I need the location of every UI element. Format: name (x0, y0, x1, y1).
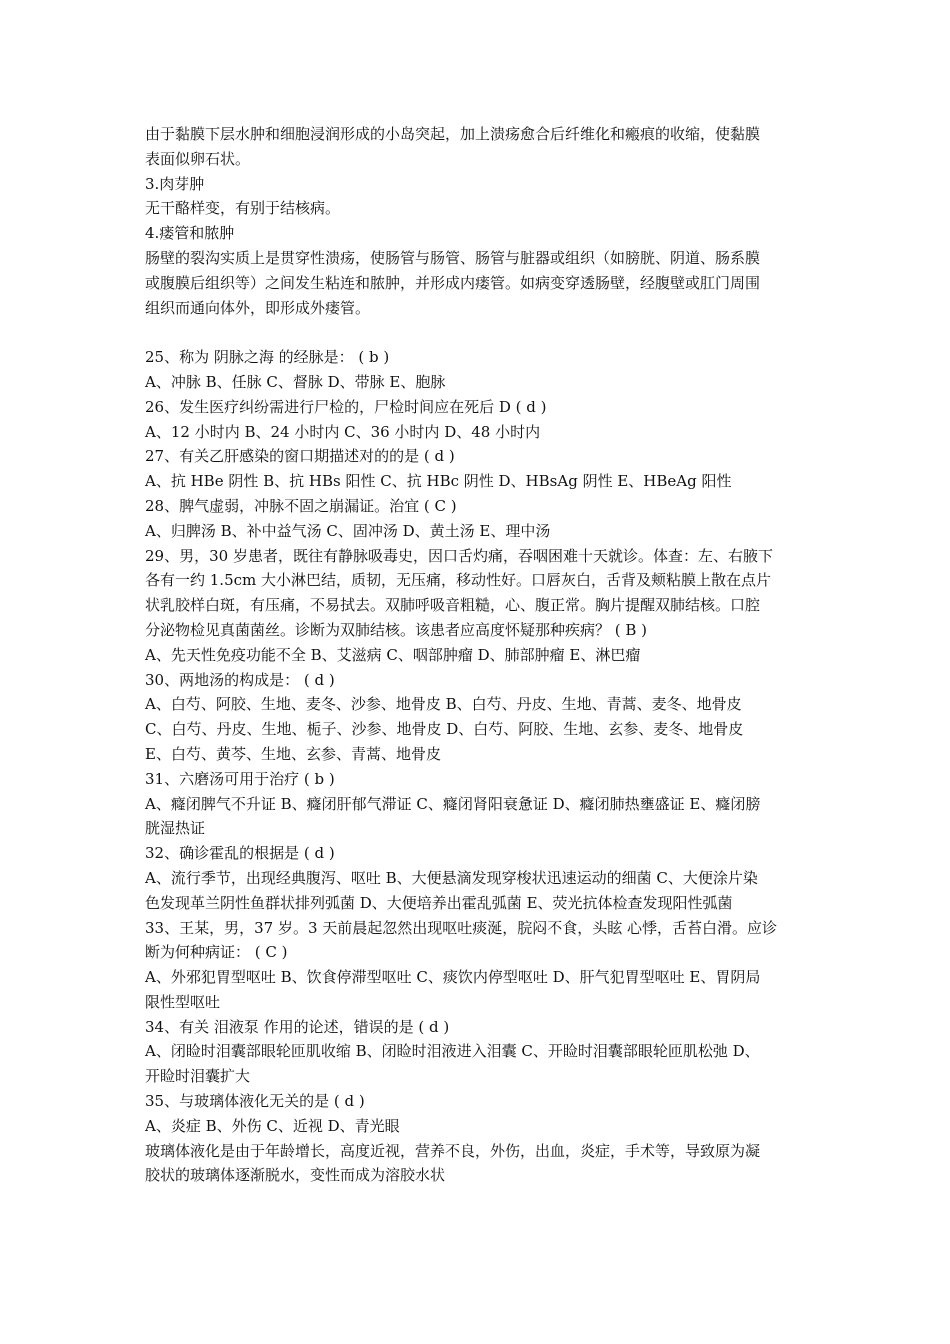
options-line: 色发现革兰阴性鱼群状排列弧菌 D、大便培养出霍乱弧菌 E、荧光抗体检查发现阳性弧菌 (145, 893, 733, 912)
options-line: A、外邪犯胃型呕吐 B、饮食停滞型呕吐 C、痰饮内停型呕吐 D、肝气犯胃型呕吐 E、胃阴局 (145, 968, 761, 987)
intro-section (145, 122, 810, 320)
section-heading: 3.肉芽肿 (145, 174, 205, 193)
question-line: 35、与玻璃体液化无关的是 ( d ) (145, 1092, 365, 1111)
explanation-line: 胶状的玻璃体逐渐脱水，变性而成为溶胶水状 (145, 1166, 446, 1185)
question-line: 28、脾气虚弱，冲脉不固之崩漏证。治宜 ( C ) (145, 496, 457, 515)
text-line: 表面似卵石状。 (145, 149, 251, 168)
text-line: 无干酪样变，有别于结核病。 (145, 199, 341, 218)
options-line: A、炎症 B、外伤 C、近视 D、青光眼 (145, 1116, 400, 1135)
options-line: A、归脾汤 B、补中益气汤 C、固冲汤 D、黄土汤 E、理中汤 (145, 521, 551, 540)
text-line: 肠壁的裂沟实质上是贯穿性溃疡，使肠管与肠管、肠管与脏器或组织（如膀胱、阴道、肠系膜 (145, 248, 761, 267)
question-line: 25、称为 阴脉之海 的经脉是： ( b ) (145, 348, 390, 367)
question-line: 27、有关乙肝感染的窗口期描述对的的是 ( d ) (145, 447, 455, 466)
question-line: 29、男，30 岁患者，既往有静脉吸毒史，因口舌灼痛，吞咽困难十天就诊。体查：左、右腋下 (145, 546, 773, 565)
section-heading: 4.瘘管和脓肿 (145, 224, 235, 243)
options-line: 开睑时泪囊扩大 (145, 1067, 251, 1086)
question-line: 分泌物检见真菌菌丝。诊断为双肺结核。该患者应高度怀疑那种疾病？ ( B ) (145, 620, 648, 639)
question-line: 状乳胶样白斑，有压痛，不易拭去。双肺呼吸音粗糙，心、腹正常。胸片提醒双肺结核。口腔 (145, 596, 761, 615)
options-line: A、冲脉 B、任脉 C、督脉 D、带脉 E、胞脉 (145, 372, 446, 391)
question-line: 31、六磨汤可用于治疗 ( b ) (145, 769, 335, 788)
options-line: C、白芍、丹皮、生地、栀子、沙参、地骨皮 D、白芍、阿胶、生地、玄参、麦冬、地骨皮 (145, 720, 744, 739)
question-line: 34、有关 泪液泵 作用的论述，错误的是 ( d ) (145, 1017, 450, 1036)
question-line: 各有一约 1.5cm 大小淋巴结，质韧，无压痛，移动性好。口唇灰白，舌背及颊粘膜上散在点片 (145, 571, 772, 590)
options-line: A、12 小时内 B、24 小时内 C、36 小时内 D、48 小时内 (145, 422, 541, 441)
options-line: A、抗 HBe 阴性 B、抗 HBs 阳性 C、抗 HBc 阴性 D、HBsAg 阴性 E、HBeAg 阳性 (145, 472, 732, 491)
options-line: A、先天性免疫功能不全 B、艾滋病 C、咽部肿瘤 D、肺部肿瘤 E、淋巴瘤 (145, 645, 641, 664)
options-line: 限性型呕吐 (145, 992, 221, 1011)
question-line: 33、王某，男，37 岁。3 天前晨起忽然出现呕吐痰涎，脘闷不食，头眩 心悸，舌苔白滑。应诊 (145, 918, 778, 937)
text-line: 由于黏膜下层水肿和细胞浸润形成的小岛突起，加上溃疡愈合后纤维化和瘢痕的收缩，使黏膜 (145, 125, 761, 143)
explanation-line: 玻璃体液化是由于年龄增长，高度近视，营养不良，外伤，出血，炎症，手术等，导致原为凝 (145, 1141, 761, 1160)
question-line: 断为何种病证： ( C ) (145, 943, 288, 962)
blank-line (145, 320, 810, 345)
options-line: A、癃闭脾气不升证 B、癃闭肝郁气滞证 C、癃闭肾阳衰惫证 D、癃闭肺热壅盛证 E、癃闭膀 (145, 794, 761, 813)
options-line: A、闭睑时泪囊部眼轮匝肌收缩 B、闭睑时泪液进入泪囊 C、开睑时泪囊部眼轮匝肌松弛 D、 (145, 1042, 760, 1061)
options-line: E、白芍、黄芩、生地、玄参、青蒿、地骨皮 (145, 744, 441, 763)
question-line: 30、两地汤的构成是： ( d ) (145, 670, 335, 689)
options-line: A、流行季节，出现经典腹泻、呕吐 B、大便悬滴发现穿梭状迅速运动的细菌 C、大便涂片染 (145, 868, 758, 887)
options-line: 胱湿热证 (145, 819, 206, 838)
options-line: A、白芍、阿胶、生地、麦冬、沙参、地骨皮 B、白芍、丹皮、生地、青蒿、麦冬、地骨皮 (145, 695, 742, 714)
question-line: 32、确诊霍乱的根据是 ( d ) (145, 844, 335, 863)
question-line: 26、发生医疗纠纷需进行尸检的，尸检时间应在死后 D ( d ) (145, 397, 547, 416)
document-page (145, 122, 810, 1188)
text-line: 组织而通向体外，即形成外瘘管。 (145, 298, 371, 317)
text-line: 或腹膜后组织等）之间发生粘连和脓肿，并形成内瘘管。如病变穿透肠壁，经腹壁或肛门周围 (145, 273, 761, 292)
questions-section (145, 345, 810, 1188)
